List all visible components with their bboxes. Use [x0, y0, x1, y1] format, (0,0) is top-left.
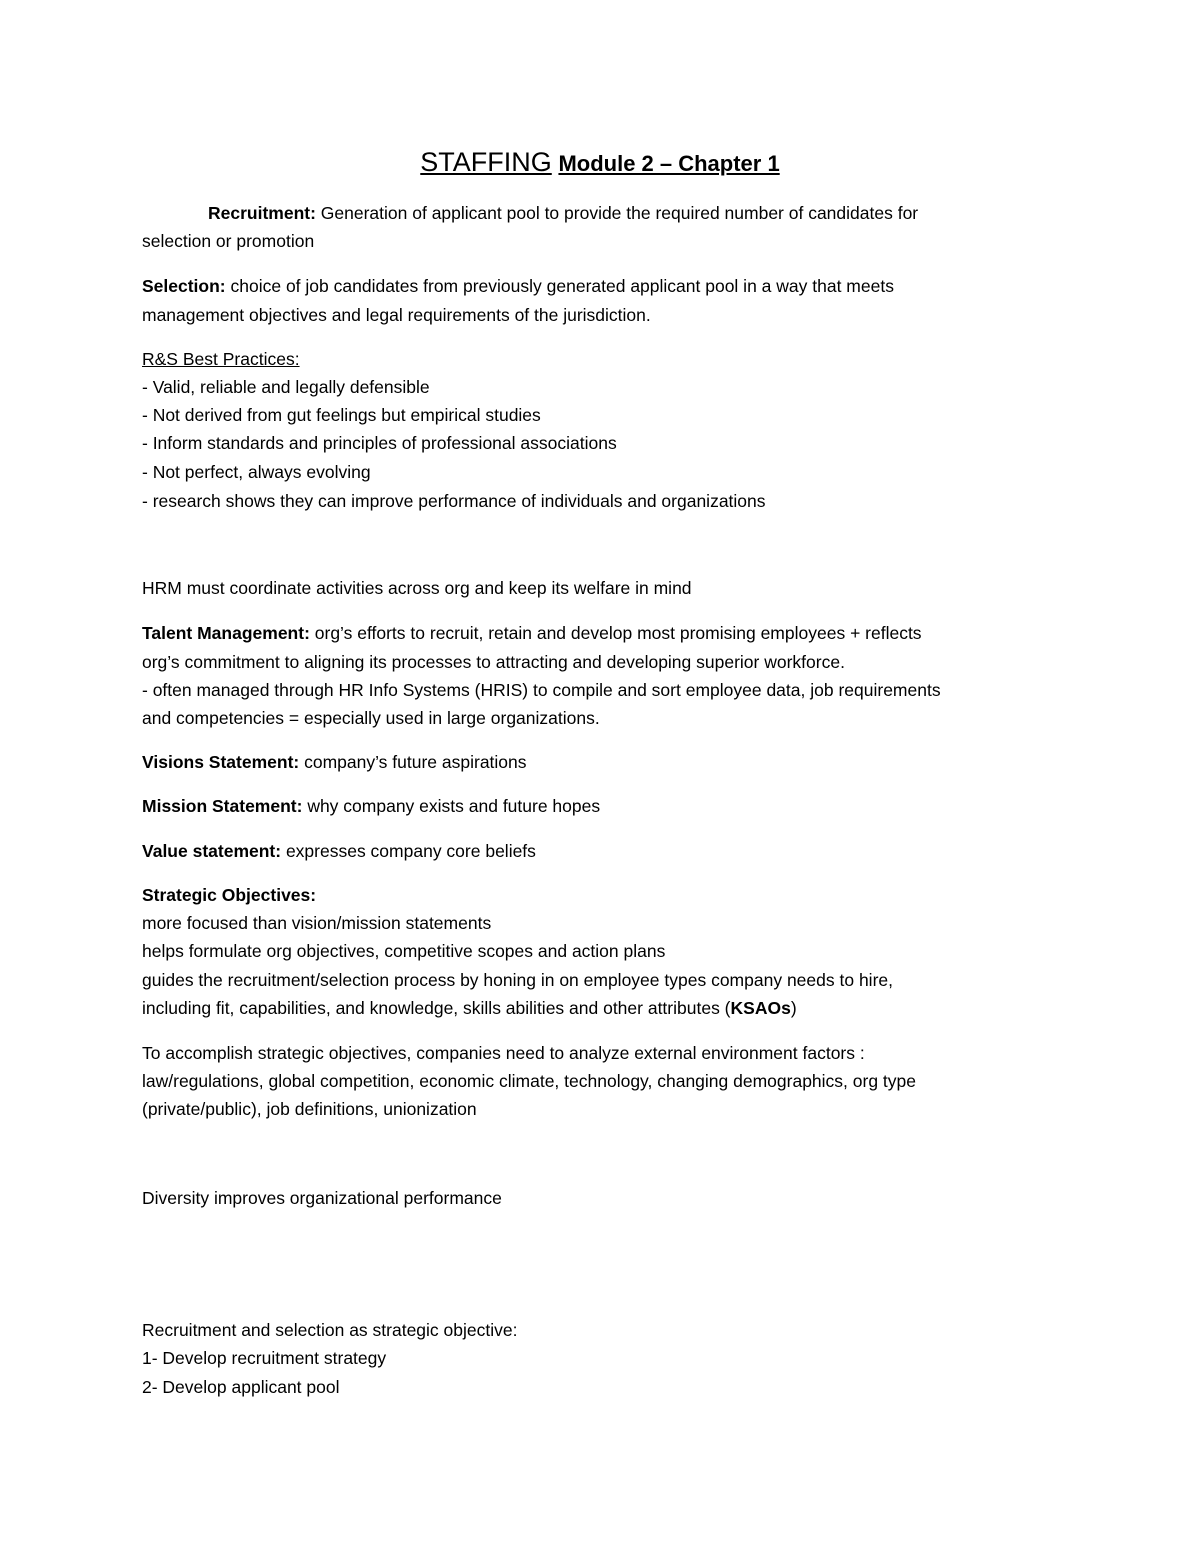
value-term: Value statement:: [142, 841, 282, 861]
recruitment-line-1: [208, 201, 918, 225]
environment-line-1: To accomplish strategic objectives, companies need to analyze external environment factors :: [142, 1043, 865, 1063]
talent-line-1: [142, 621, 922, 645]
page-title: [0, 146, 1200, 180]
title-sub: Module 2 – Chapter 1: [558, 151, 780, 176]
talent-def-1: org’s efforts to recruit, retain and develop most promising employees + reflects: [309, 623, 922, 643]
best-practices-heading: R&S Best Practices:: [142, 349, 300, 369]
diversity-line: Diversity improves organizational performance: [142, 1188, 502, 1208]
vision-line: [142, 750, 527, 774]
vision-def: company’s future aspirations: [299, 752, 527, 772]
hrm-line: HRM must coordinate activities across org and keep its welfare in mind: [142, 578, 692, 598]
talent-line-3: - often managed through HR Info Systems (HRIS) to compile and sort employee data, job requirements: [142, 680, 941, 700]
strategic-line: more focused than vision/mission statements: [142, 913, 492, 933]
recruitment-term: Recruitment:: [208, 203, 316, 223]
value-line: [142, 839, 536, 863]
selection-term: Selection:: [142, 276, 226, 296]
selection-def-1: choice of job candidates from previously generated applicant pool in a way that meets: [225, 276, 894, 296]
environment-line-3: (private/public), job definitions, unionization: [142, 1099, 477, 1119]
strategic-line: guides the recruitment/selection process by honing in on employee types company needs to hire,: [142, 970, 893, 990]
value-def: expresses company core beliefs: [281, 841, 536, 861]
best-practice-item: - Not perfect, always evolving: [142, 462, 371, 482]
talent-line-2: org’s commitment to aligning its processes to attracting and developing superior workforce.: [142, 652, 845, 672]
strategic-last-suffix: ): [790, 998, 797, 1018]
mission-term: Mission Statement:: [142, 796, 303, 816]
rs-objective-heading: Recruitment and selection as strategic objective:: [142, 1320, 518, 1340]
best-practice-item: - Not derived from gut feelings but empirical studies: [142, 405, 541, 425]
ksaos-term: KSAOs: [730, 998, 791, 1018]
recruitment-line-2: selection or promotion: [142, 231, 315, 251]
vision-term: Visions Statement:: [142, 752, 300, 772]
selection-line-1: [142, 274, 894, 298]
environment-line-2: law/regulations, global competition, economic climate, technology, changing demographics, org type: [142, 1071, 916, 1091]
rs-objective-step: 2- Develop applicant pool: [142, 1377, 340, 1397]
rs-objective-step: 1- Develop recruitment strategy: [142, 1348, 387, 1368]
mission-def: why company exists and future hopes: [302, 796, 601, 816]
best-practice-item: - Valid, reliable and legally defensible: [142, 377, 430, 397]
title-main: STAFFING: [420, 147, 552, 177]
strategic-line: helps formulate org objectives, competitive scopes and action plans: [142, 941, 666, 961]
selection-line-2: management objectives and legal requirements of the jurisdiction.: [142, 305, 651, 325]
mission-line: [142, 794, 600, 818]
strategic-last-prefix: including fit, capabilities, and knowledge, skills abilities and other attributes (: [142, 998, 731, 1018]
strategic-line-last: [142, 996, 797, 1020]
talent-line-4: and competencies = especially used in large organizations.: [142, 708, 600, 728]
best-practice-item: - Inform standards and principles of professional associations: [142, 433, 617, 453]
talent-term: Talent Management:: [142, 623, 310, 643]
recruitment-def-1: Generation of applicant pool to provide the required number of candidates for: [315, 203, 919, 223]
best-practice-item: - research shows they can improve performance of individuals and organizations: [142, 491, 766, 511]
strategic-heading: Strategic Objectives:: [142, 885, 317, 905]
